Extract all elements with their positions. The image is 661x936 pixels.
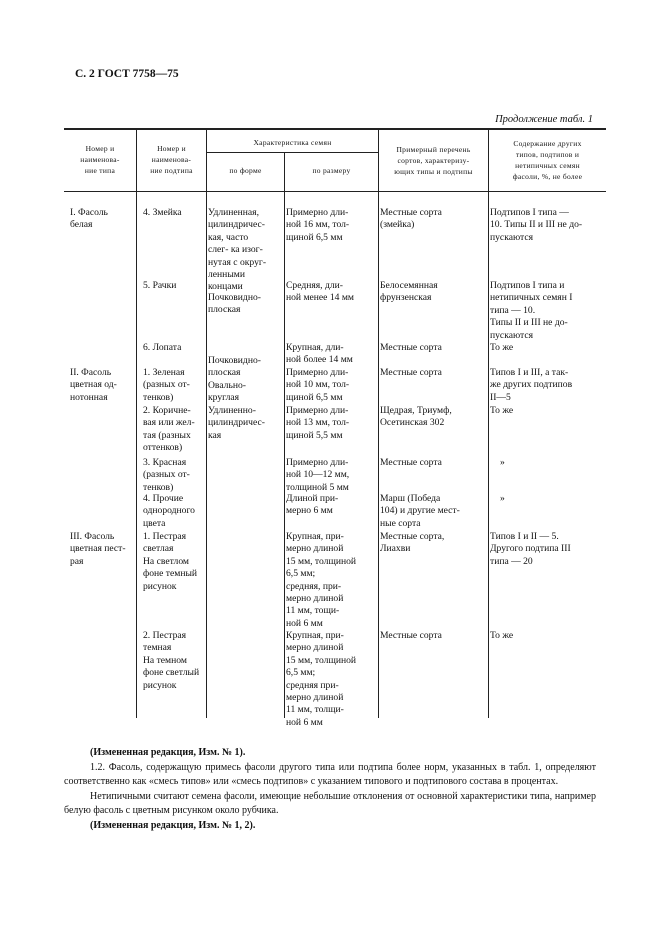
- notes-section: [64, 746, 596, 834]
- column-divider: [136, 128, 137, 718]
- atypical-seeds-paragraph: Нетипичными считают семена фасоли, имеющие небольшие отклонения от основной характеристики типа, например белую фасоль с цветным рисунком около рубчика.: [64, 790, 596, 817]
- variety-cell: Местные сорта: [380, 367, 442, 378]
- variety-cell: Щедрая, Триумф, Осетинская 302: [380, 405, 452, 429]
- subtype-cell: 2. Пестрая темная На темном фоне светлый рисунок: [143, 630, 200, 691]
- type-cell: II. Фасоль цветная од- нотонная: [70, 367, 117, 403]
- size-cell: Длиной при- мерно 6 мм: [286, 493, 339, 517]
- subtype-cell: 5. Рачки: [143, 280, 177, 291]
- shape-cell: Удлиненно- цилиндричес- кая: [208, 405, 265, 441]
- table-continuation-label: Продолжение табл. 1: [495, 114, 593, 125]
- subtype-cell: 6. Лопата: [143, 342, 182, 353]
- size-cell: Средняя, дли- ной менее 14 мм: [286, 280, 354, 304]
- header-varieties: Примерный перечень сортов, характеризу- ющих типы и подтипы: [394, 145, 473, 176]
- other-content-cell: »: [500, 457, 505, 468]
- other-content-cell: То же: [490, 405, 514, 416]
- variety-cell: Местные сорта: [380, 630, 442, 641]
- amendment-note: (Измененная редакция, Изм. № 1).: [90, 747, 246, 758]
- variety-cell: Местные сорта: [380, 457, 442, 468]
- variety-cell: Марш (Победа 104) и другие мест- ные сорта: [380, 493, 460, 529]
- size-cell: Примерно дли- ной 16 мм, тол- щиной 6,5 мм: [286, 207, 350, 243]
- variety-cell: Местные сорта (змейка): [380, 207, 442, 231]
- other-content-cell: Подтипов I типа и нетипичных семян I типа — 10. Типы II и III не до- пускаются: [490, 280, 573, 341]
- column-divider: [284, 153, 285, 718]
- size-cell: Крупная, при- мерно длиной 15 мм, толщиной 6,5 мм; средняя при- мерно длиной 11 мм, толщи- ной 6 мм: [286, 630, 357, 728]
- header-subdivider-rule: [207, 152, 379, 153]
- column-divider: [488, 128, 489, 718]
- size-cell: Примерно дли- ной 13 мм, тол- щиной 5,5 мм: [286, 405, 350, 441]
- shape-cell: Почковидно- плоская: [208, 292, 261, 316]
- size-cell: Крупная, при- мерно длиной 15 мм, толщиной 6,5 мм; средняя, при- мерно длиной 11 мм, тощи- ной 6 мм: [286, 531, 357, 629]
- subtype-cell: 4. Змейка: [143, 207, 182, 218]
- shape-cell: Удлиненная, цилиндричес- кая, часто слег- ка изог- нутая с округ- ленными концами: [208, 207, 267, 293]
- other-content-cell: Типов I и II — 5. Другого подтипа III типа — 20: [490, 531, 571, 567]
- amendment-note: (Измененная редакция, Изм. № 1, 2).: [90, 819, 256, 831]
- header-by-shape: по форме: [229, 166, 262, 175]
- other-content-cell: »: [500, 493, 505, 504]
- header-by-size: по размеру: [312, 166, 351, 175]
- shape-cell: Почковидно- плоская Овально- круглая: [208, 355, 261, 404]
- variety-cell: Местные сорта: [380, 342, 442, 353]
- variety-cell: Белосемянная фрунзенская: [380, 280, 438, 304]
- header-type: Номер и наименова- ние типа: [80, 144, 120, 175]
- other-content-cell: Подтипов I типа — 10. Типы II и III не до- пускаются: [490, 207, 583, 243]
- column-divider: [378, 128, 379, 718]
- other-content-cell: То же: [490, 342, 514, 353]
- header-other-content: Содержание других типов, подтипов и нетипичных семян фасоли, %, не более: [512, 139, 583, 181]
- subtype-cell: 2. Коричне- вая или жел- тая (разных оттенков): [143, 405, 195, 454]
- size-cell: Примерно дли- ной 10—12 мм, толщиной 5 мм: [286, 457, 350, 493]
- subtype-cell: 4. Прочие однородного цвета: [143, 493, 195, 529]
- page-header: С. 2 ГОСТ 7758—75: [75, 68, 179, 80]
- column-divider: [206, 128, 207, 718]
- paragraph-1-2: 1.2. Фасоль, содержащую примесь фасоли другого типа или подтипа более норм, указанных в табл. 1, определяют соответственно как «смесь типов» или «смесь подтипов» с указанием типового и подтипового состава в процентах.: [64, 761, 596, 788]
- size-cell: Примерно дли- ной 10 мм, тол- щиной 6,5 мм: [286, 367, 350, 403]
- subtype-cell: 1. Пестрая светлая На светлом фоне темный рисунок: [143, 531, 198, 592]
- variety-cell: Местные сорта, Лиахви: [380, 531, 445, 555]
- subtype-cell: 3. Красная (разных от- тенков): [143, 457, 190, 493]
- header-bottom-rule: [64, 191, 606, 192]
- header-seed-characteristics: Характеристика семян: [253, 138, 332, 147]
- type-cell: III. Фасоль цветная пест- рая: [70, 531, 126, 567]
- header-subtype: Номер и наименова- ние подтипа: [150, 144, 193, 175]
- subtype-cell: 1. Зеленая (разных от- тенков): [143, 367, 190, 403]
- type-cell: I. Фасоль белая: [70, 207, 108, 231]
- size-cell: Крупная, дли- ной более 14 мм: [286, 342, 353, 366]
- table-top-rule: [64, 128, 606, 130]
- other-content-cell: То же: [490, 630, 514, 641]
- other-content-cell: Типов I и III, а так- же других подтипов II—5: [490, 367, 573, 403]
